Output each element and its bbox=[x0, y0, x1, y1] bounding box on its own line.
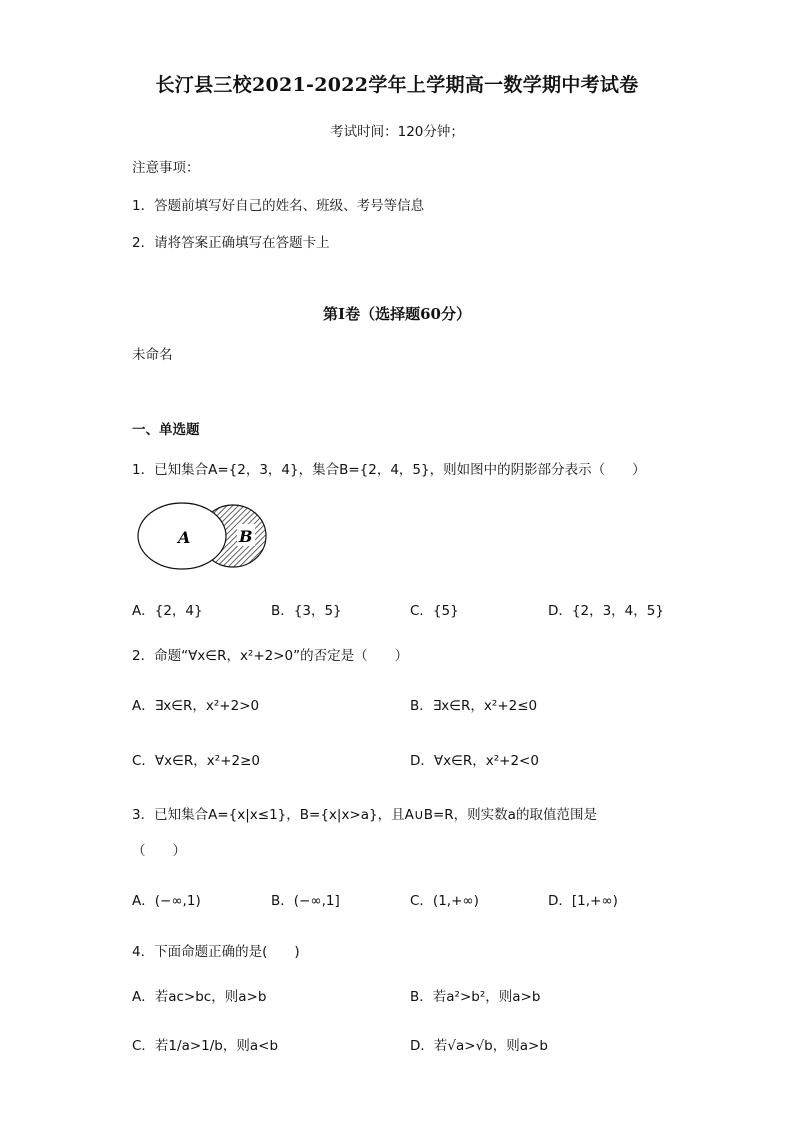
question-1-stem: 1．已知集合A={2，3，4}，集合B={2，4，5}，则如图中的阴影部分表示（ ） bbox=[132, 462, 646, 478]
exam-title: 长汀县三校2021-2022学年上学期高一数学期中考试卷 bbox=[155, 74, 639, 96]
question-4-option-c[interactable]: C．若1/a>1/b，则a<b bbox=[132, 1038, 279, 1054]
question-3-option-b[interactable]: B．(−∞,1] bbox=[271, 893, 340, 909]
venn-diagram bbox=[136, 500, 270, 572]
question-1-option-b[interactable]: B．{3，5} bbox=[271, 603, 342, 619]
question-3-option-c[interactable]: C．(1,+∞) bbox=[410, 893, 479, 909]
notice-item: 2．请将答案正确填写在答题卡上 bbox=[132, 235, 330, 251]
exam-time: 考试时间：120分钟； bbox=[330, 124, 464, 140]
question-4-option-d[interactable]: D．若√a>√b，则a>b bbox=[410, 1038, 548, 1054]
question-1-option-c[interactable]: C．{5} bbox=[410, 603, 459, 619]
notice-item: 1．答题前填写好自己的姓名、班级、考号等信息 bbox=[132, 198, 425, 214]
question-2-option-c[interactable]: C．∀x∈R，x²+2≥0 bbox=[132, 753, 260, 769]
volume-title: 第I卷（选择题60分） bbox=[323, 305, 471, 323]
section-title: 一、单选题 bbox=[132, 422, 200, 438]
question-3-option-d[interactable]: D．[1,+∞) bbox=[548, 893, 618, 909]
volume-subtitle: 未命名 bbox=[132, 347, 173, 363]
question-2-option-d[interactable]: D．∀x∈R，x²+2<0 bbox=[410, 753, 539, 769]
set-a-label: A bbox=[178, 528, 191, 547]
question-3-option-a[interactable]: A．(−∞,1) bbox=[132, 893, 201, 909]
question-4-option-a[interactable]: A．若ac>bc，则a>b bbox=[132, 989, 267, 1005]
question-4-option-b[interactable]: B．若a²>b²，则a>b bbox=[410, 989, 541, 1005]
question-2-option-b[interactable]: B．∃x∈R，x²+2≤0 bbox=[410, 698, 538, 714]
question-1-option-d[interactable]: D．{2，3，4，5} bbox=[548, 603, 664, 619]
question-3-stem: 3．已知集合A={x|x≤1}，B={x|x>a}，且A∪B=R，则实数a的取值范围是 bbox=[132, 807, 597, 823]
question-2-option-a[interactable]: A．∃x∈R，x²+2>0 bbox=[132, 698, 260, 714]
question-4-stem: 4．下面命题正确的是( ) bbox=[132, 944, 300, 960]
question-1-option-a[interactable]: A．{2，4} bbox=[132, 603, 203, 619]
set-b-label: B bbox=[239, 527, 253, 546]
notice-heading: 注意事项： bbox=[132, 160, 200, 176]
question-2-stem: 2．命题“∀x∈R，x²+2>0”的否定是（ ） bbox=[132, 648, 409, 664]
question-3-stem-continued: （ ） bbox=[132, 843, 186, 859]
